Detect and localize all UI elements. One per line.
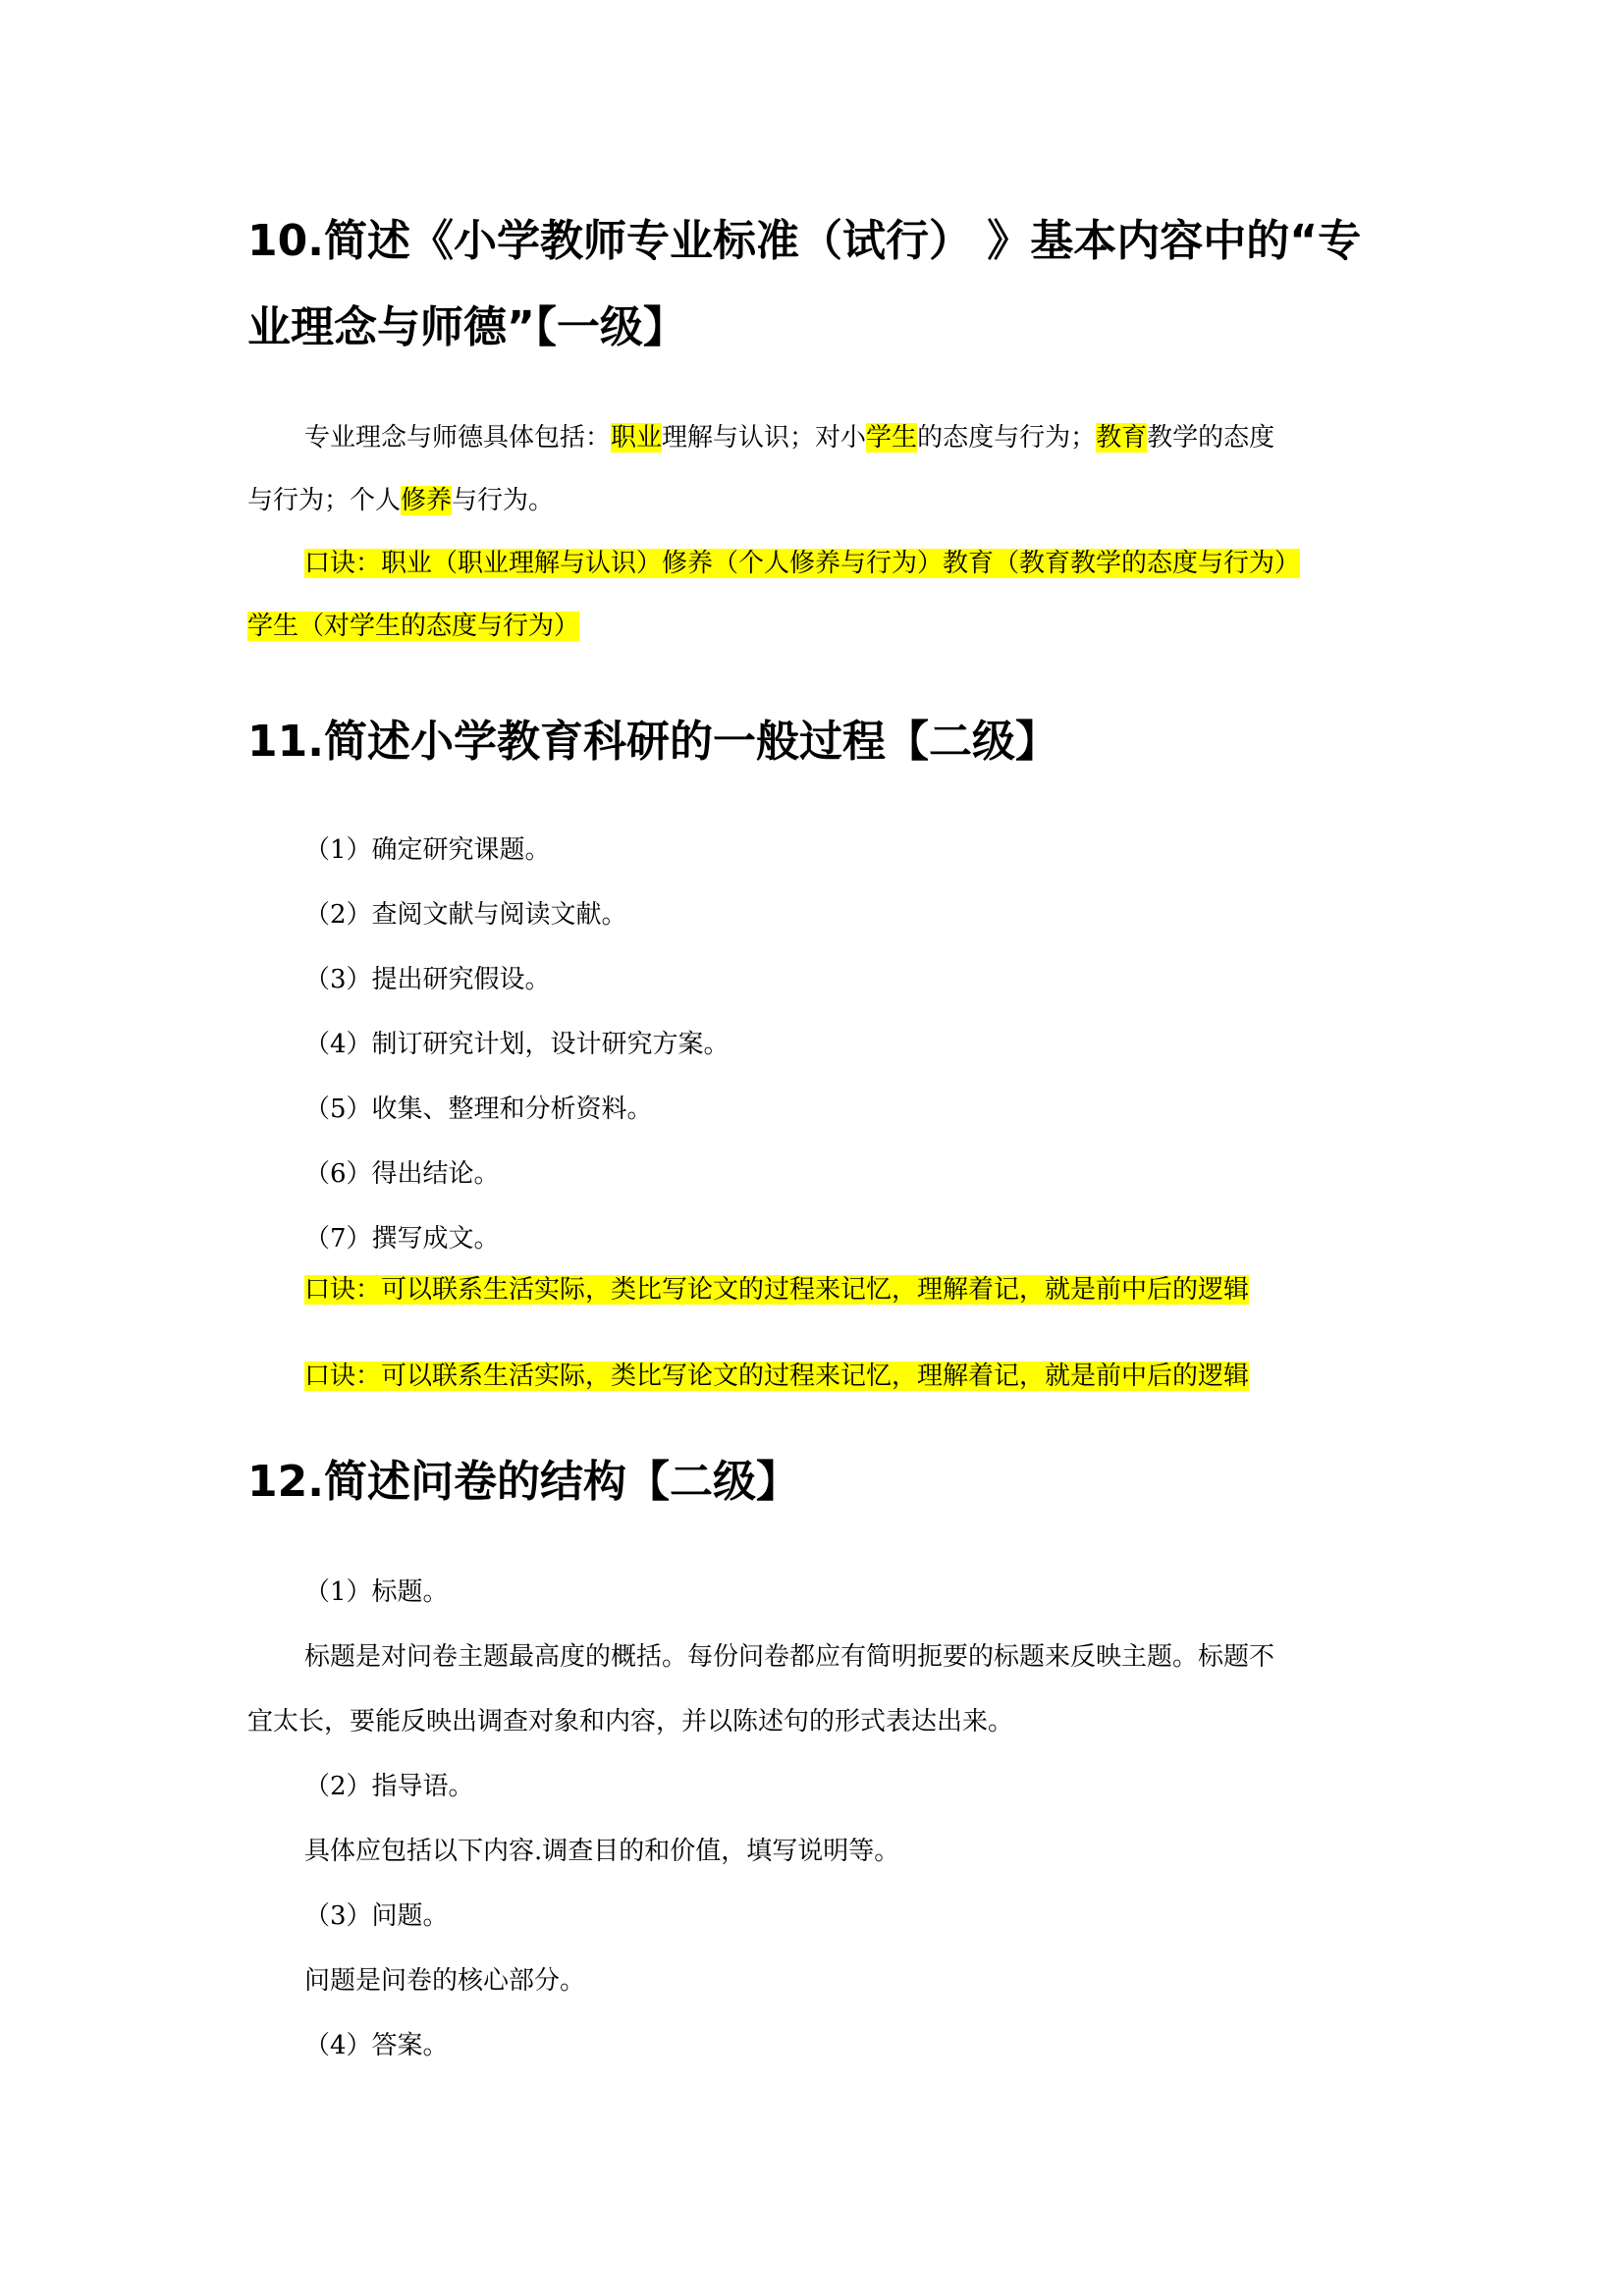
- section-11-mnemonic-1: [304, 1258, 1249, 1321]
- section-10-mnemonic-line-2: [247, 595, 579, 658]
- section-10-paragraph-line-2: [247, 469, 554, 532]
- section-12-item-1-description-line-1: 标题是对问卷主题最高度的概括。每份问卷都应有简明扼要的标题来反映主题。标题不: [304, 1642, 1275, 1672]
- section-12-item-1-description-line-2: 宜太长，要能反映出调查对象和内容，并以陈述句的形式表达出来。: [247, 1707, 1014, 1736]
- section-12-title: 12.简述问卷的结构【二级】: [247, 1457, 799, 1507]
- section-12-item-2-label: （2）指导语。: [304, 1772, 474, 1801]
- text-segment: 专业理念与师德具体包括：: [304, 423, 612, 453]
- section-11-step: （5）收集、整理和分析资料。: [304, 1095, 653, 1124]
- highlight-keyword: 教育: [1096, 423, 1148, 453]
- highlight-keyword: 职业: [611, 423, 663, 453]
- mnemonic-highlight: 口诀：可以联系生活实际，类比写论文的过程来记忆，理解着记，就是前中后的逻辑: [304, 1275, 1250, 1305]
- section-10-mnemonic-line-1: [304, 532, 1300, 595]
- section-10-title-line-2: 业理念与师德”【一级】: [247, 302, 686, 352]
- text-segment: 的态度与行为；: [917, 423, 1097, 453]
- section-11-title: 11.简述小学教育科研的一般过程【二级】: [247, 717, 1058, 767]
- section-12-item-3-label: （3）问题。: [304, 1901, 449, 1931]
- section-11-step: （1）确定研究课题。: [304, 835, 551, 865]
- highlight-keyword: 学生: [866, 423, 918, 453]
- section-12-item-4-label: （4）答案。: [304, 2031, 449, 2060]
- text-segment: 理解与认识；对小: [662, 423, 867, 453]
- text-segment: 与行为。: [452, 486, 555, 515]
- section-11-step: （2）查阅文献与阅读文献。: [304, 900, 627, 930]
- section-10-title-line-1: 10.简述《小学教师专业标准（试行） 》基本内容中的“专: [247, 216, 1362, 266]
- section-11-step: （4）制订研究计划，设计研究方案。: [304, 1030, 730, 1059]
- section-12-item-3-description: 问题是问卷的核心部分。: [304, 1966, 586, 1996]
- mnemonic-highlight: 口诀：可以联系生活实际，类比写论文的过程来记忆，理解着记，就是前中后的逻辑: [304, 1362, 1250, 1391]
- highlight-keyword: 修养: [401, 486, 453, 515]
- section-11-step: （7）撰写成文。: [304, 1224, 500, 1254]
- text-segment: 与行为；个人: [247, 486, 402, 515]
- mnemonic-highlight: 口诀：职业（职业理解与认识）修养（个人修养与行为）教育（教育教学的态度与行为）: [304, 549, 1301, 578]
- section-10-paragraph-line-1: [304, 406, 1274, 469]
- section-11-step: （3）提出研究假设。: [304, 965, 551, 994]
- mnemonic-highlight: 学生（对学生的态度与行为）: [247, 612, 580, 641]
- section-12-item-1-label: （1）标题。: [304, 1577, 449, 1607]
- section-12-item-2-description: 具体应包括以下内容.调查目的和价值，填写说明等。: [304, 1837, 900, 1866]
- section-11-step: （6）得出结论。: [304, 1159, 500, 1189]
- text-segment: 教学的态度: [1147, 423, 1275, 453]
- section-11-mnemonic-2: [304, 1345, 1249, 1408]
